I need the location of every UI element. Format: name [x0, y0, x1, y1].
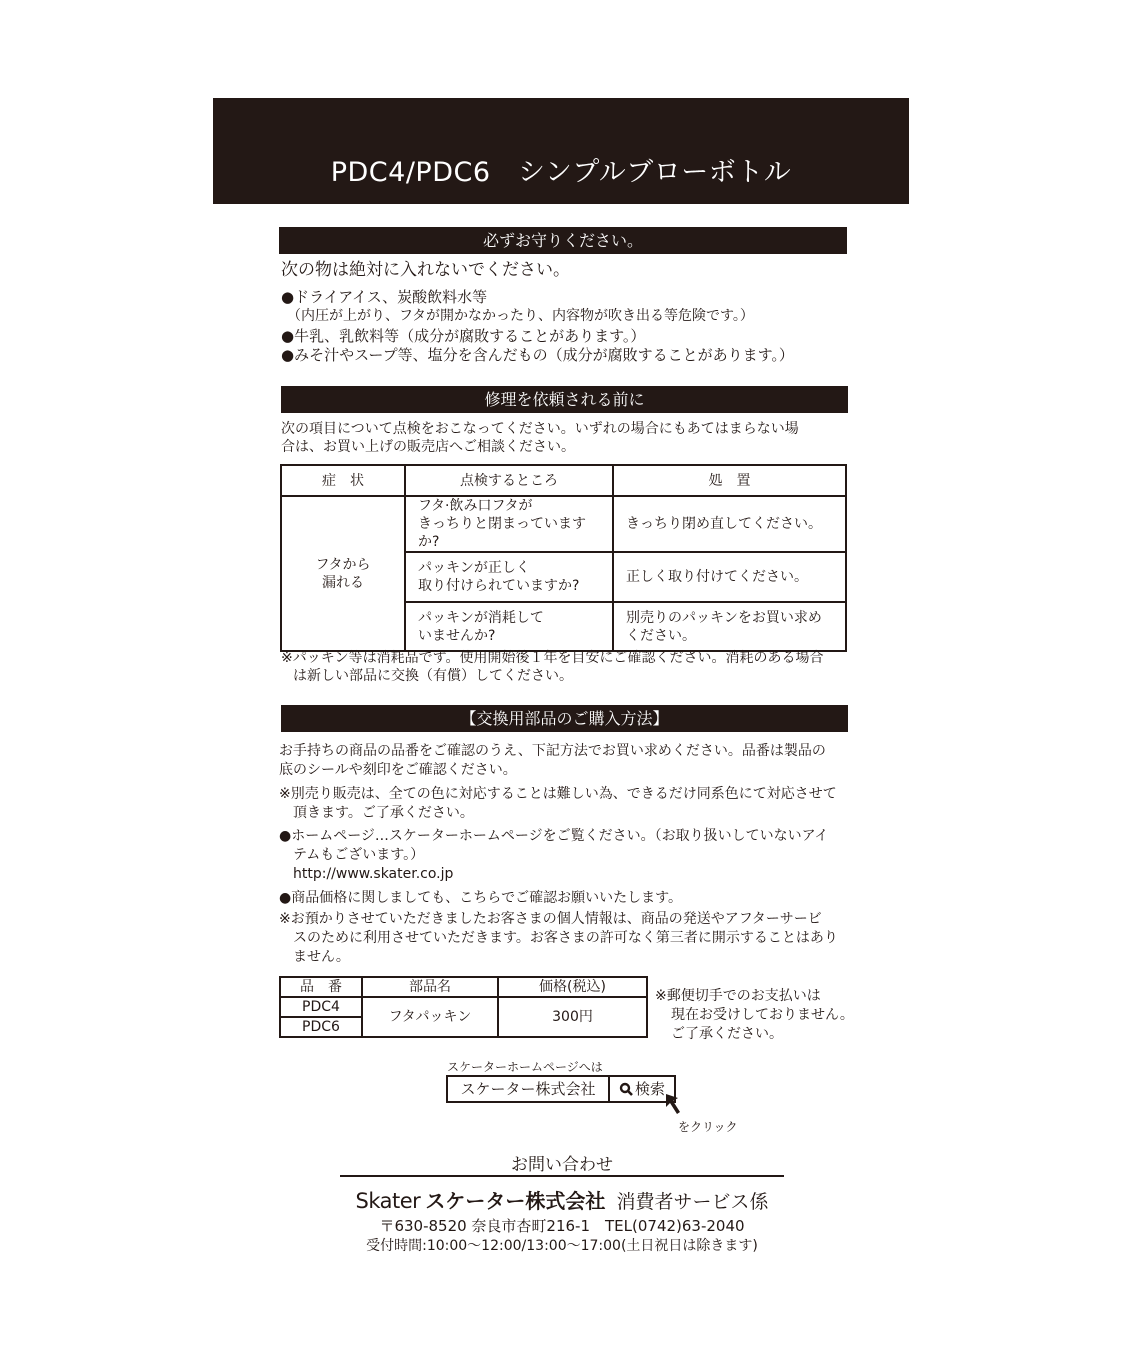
header-part: 部品名 [362, 977, 498, 997]
department: 消費者サービス係 [616, 1191, 769, 1213]
repair-intro: 合は、お買い上げの販売店へご相談ください。 [281, 439, 575, 455]
symptom-cell [281, 496, 405, 651]
action-line: きっちり閉め直してください。 [626, 516, 822, 532]
check-line: 取り付けられていますか? [418, 578, 580, 594]
stamp-note: 現在お受けしておりません。 [671, 1007, 854, 1023]
click-note: をクリック [678, 1120, 738, 1134]
caution-heading: 必ずお守りください。 [279, 227, 847, 254]
table-row [280, 997, 647, 1017]
contact-hours: 受付時間:10:00〜12:00/13:00〜17:00(土日祝日は除きます) [366, 1238, 758, 1254]
action-cell [613, 602, 846, 651]
action-line: 正しく取り付けてください。 [626, 569, 808, 585]
search-illustration [446, 1075, 676, 1103]
action-line: 別売りのパッキンをお買い求め [626, 609, 822, 626]
privacy-note: スのために利用させていただきます。お客さまの許可なく第三者に開示することはあり [293, 930, 838, 946]
table-row [281, 496, 846, 552]
parts-heading: 【交換用部品のご購入方法】 [281, 705, 848, 732]
cursor-arrow-icon [664, 1092, 686, 1116]
header-check: 点検するところ [405, 465, 613, 496]
caution-item: ●ドライアイス、炭酸飲料水等 [281, 288, 488, 306]
title-banner [213, 98, 909, 204]
action-line: ください。 [626, 627, 696, 644]
contact-heading: お問い合わせ [511, 1155, 613, 1175]
check-line: パッキンが正しく [418, 560, 530, 576]
header-price: 価格(税込) [498, 977, 647, 997]
caution-item: ●牛乳、乳飲料等（成分が腐敗することがあります。） [281, 327, 646, 345]
homepage-item: テムもございます。） [293, 847, 425, 863]
action-cell [613, 496, 846, 552]
header-symptom: 症 状 [281, 465, 405, 496]
company-name: スケーター株式会社 [425, 1189, 606, 1213]
check-line: フタ·飲み口フタが [418, 498, 533, 514]
company-logo-en: Skater [355, 1189, 421, 1213]
parts-price-table [279, 976, 648, 1038]
symptom-line: 漏れる [322, 574, 364, 591]
privacy-note: ※お預かりさせていただきましたお客さまの個人情報は、商品の発送やアフターサービ [279, 911, 822, 927]
stamp-note: ご了承ください。 [671, 1026, 783, 1042]
action-cell [613, 552, 846, 602]
stamp-note: ※郵便切手でのお支払いは [655, 988, 821, 1004]
table-header-row [281, 465, 846, 496]
privacy-note: ません。 [293, 949, 350, 965]
search-hint-label: スケーターホームページへは [447, 1060, 603, 1074]
divider [340, 1175, 784, 1177]
model-cell: PDC4 [280, 997, 362, 1017]
parts-note: ※別売り販売は、全ての色に対応することは難しい為、できるだけ同系色にて対応させて [279, 786, 837, 802]
caution-item: ●みそ汁やスープ等、塩分を含んだもの（成分が腐敗することがあります。） [281, 346, 794, 364]
parts-note: 頂きます。ご了承ください。 [293, 805, 474, 821]
header-action: 処 置 [613, 465, 846, 496]
parts-paragraph: 底のシールや刻印をご確認ください。 [279, 762, 517, 778]
packing-note: は新しい部品に交換（有償）してください。 [293, 668, 573, 684]
homepage-item: ●ホームページ…スケーターホームページをご覧ください。（お取り扱いしていないアイ [279, 828, 829, 844]
check-line: いませんか? [418, 627, 496, 644]
troubleshoot-table [280, 464, 847, 652]
header-model: 品 番 [280, 977, 362, 997]
table-header-row [280, 977, 647, 997]
parts-paragraph: お手持ちの商品の品番をご確認のうえ、下記方法でお買い求めください。品番は製品の [279, 743, 826, 759]
search-icon [619, 1082, 633, 1096]
check-cell [405, 602, 613, 651]
homepage-url-link[interactable]: http://www.skater.co.jp [293, 866, 454, 882]
check-line: パッキンが消耗して [418, 609, 544, 626]
search-button-label: 検索 [634, 1080, 665, 1098]
repair-heading: 修理を依頼される前に [281, 386, 848, 413]
part-name-cell: フタパッキン [362, 997, 498, 1037]
repair-intro: 次の項目について点検をおこなってください。いずれの場合にもあてはまらない場 [281, 421, 799, 437]
caution-item-note: （内圧が上がり、フタが開かなかったり、内容物が吹き出る等危険です。） [287, 308, 754, 324]
check-cell [405, 552, 613, 602]
price-item: ●商品価格に関しましても、こちらでご確認お願いいたします。 [279, 890, 682, 906]
check-cell [405, 496, 613, 552]
search-query-box: スケーター株式会社 [448, 1077, 610, 1101]
symptom-line: フタから [315, 556, 371, 573]
price-cell: 300円 [498, 997, 647, 1037]
model-cell: PDC6 [280, 1017, 362, 1037]
packing-note: ※パッキン等は消耗品です。使用開始後１年を目安にご確認ください。消耗のある場合 [281, 650, 824, 666]
caution-intro: 次の物は絶対に入れないでください。 [281, 260, 570, 280]
check-line: きっちりと閉まっていますか? [418, 516, 586, 550]
contact-address: 〒630-8520 奈良市杏町216-1 TEL(0742)63-2040 [379, 1217, 745, 1235]
product-title: PDC4/PDC6 シンプルブローボトル [330, 157, 792, 188]
company-line [340, 1185, 784, 1214]
